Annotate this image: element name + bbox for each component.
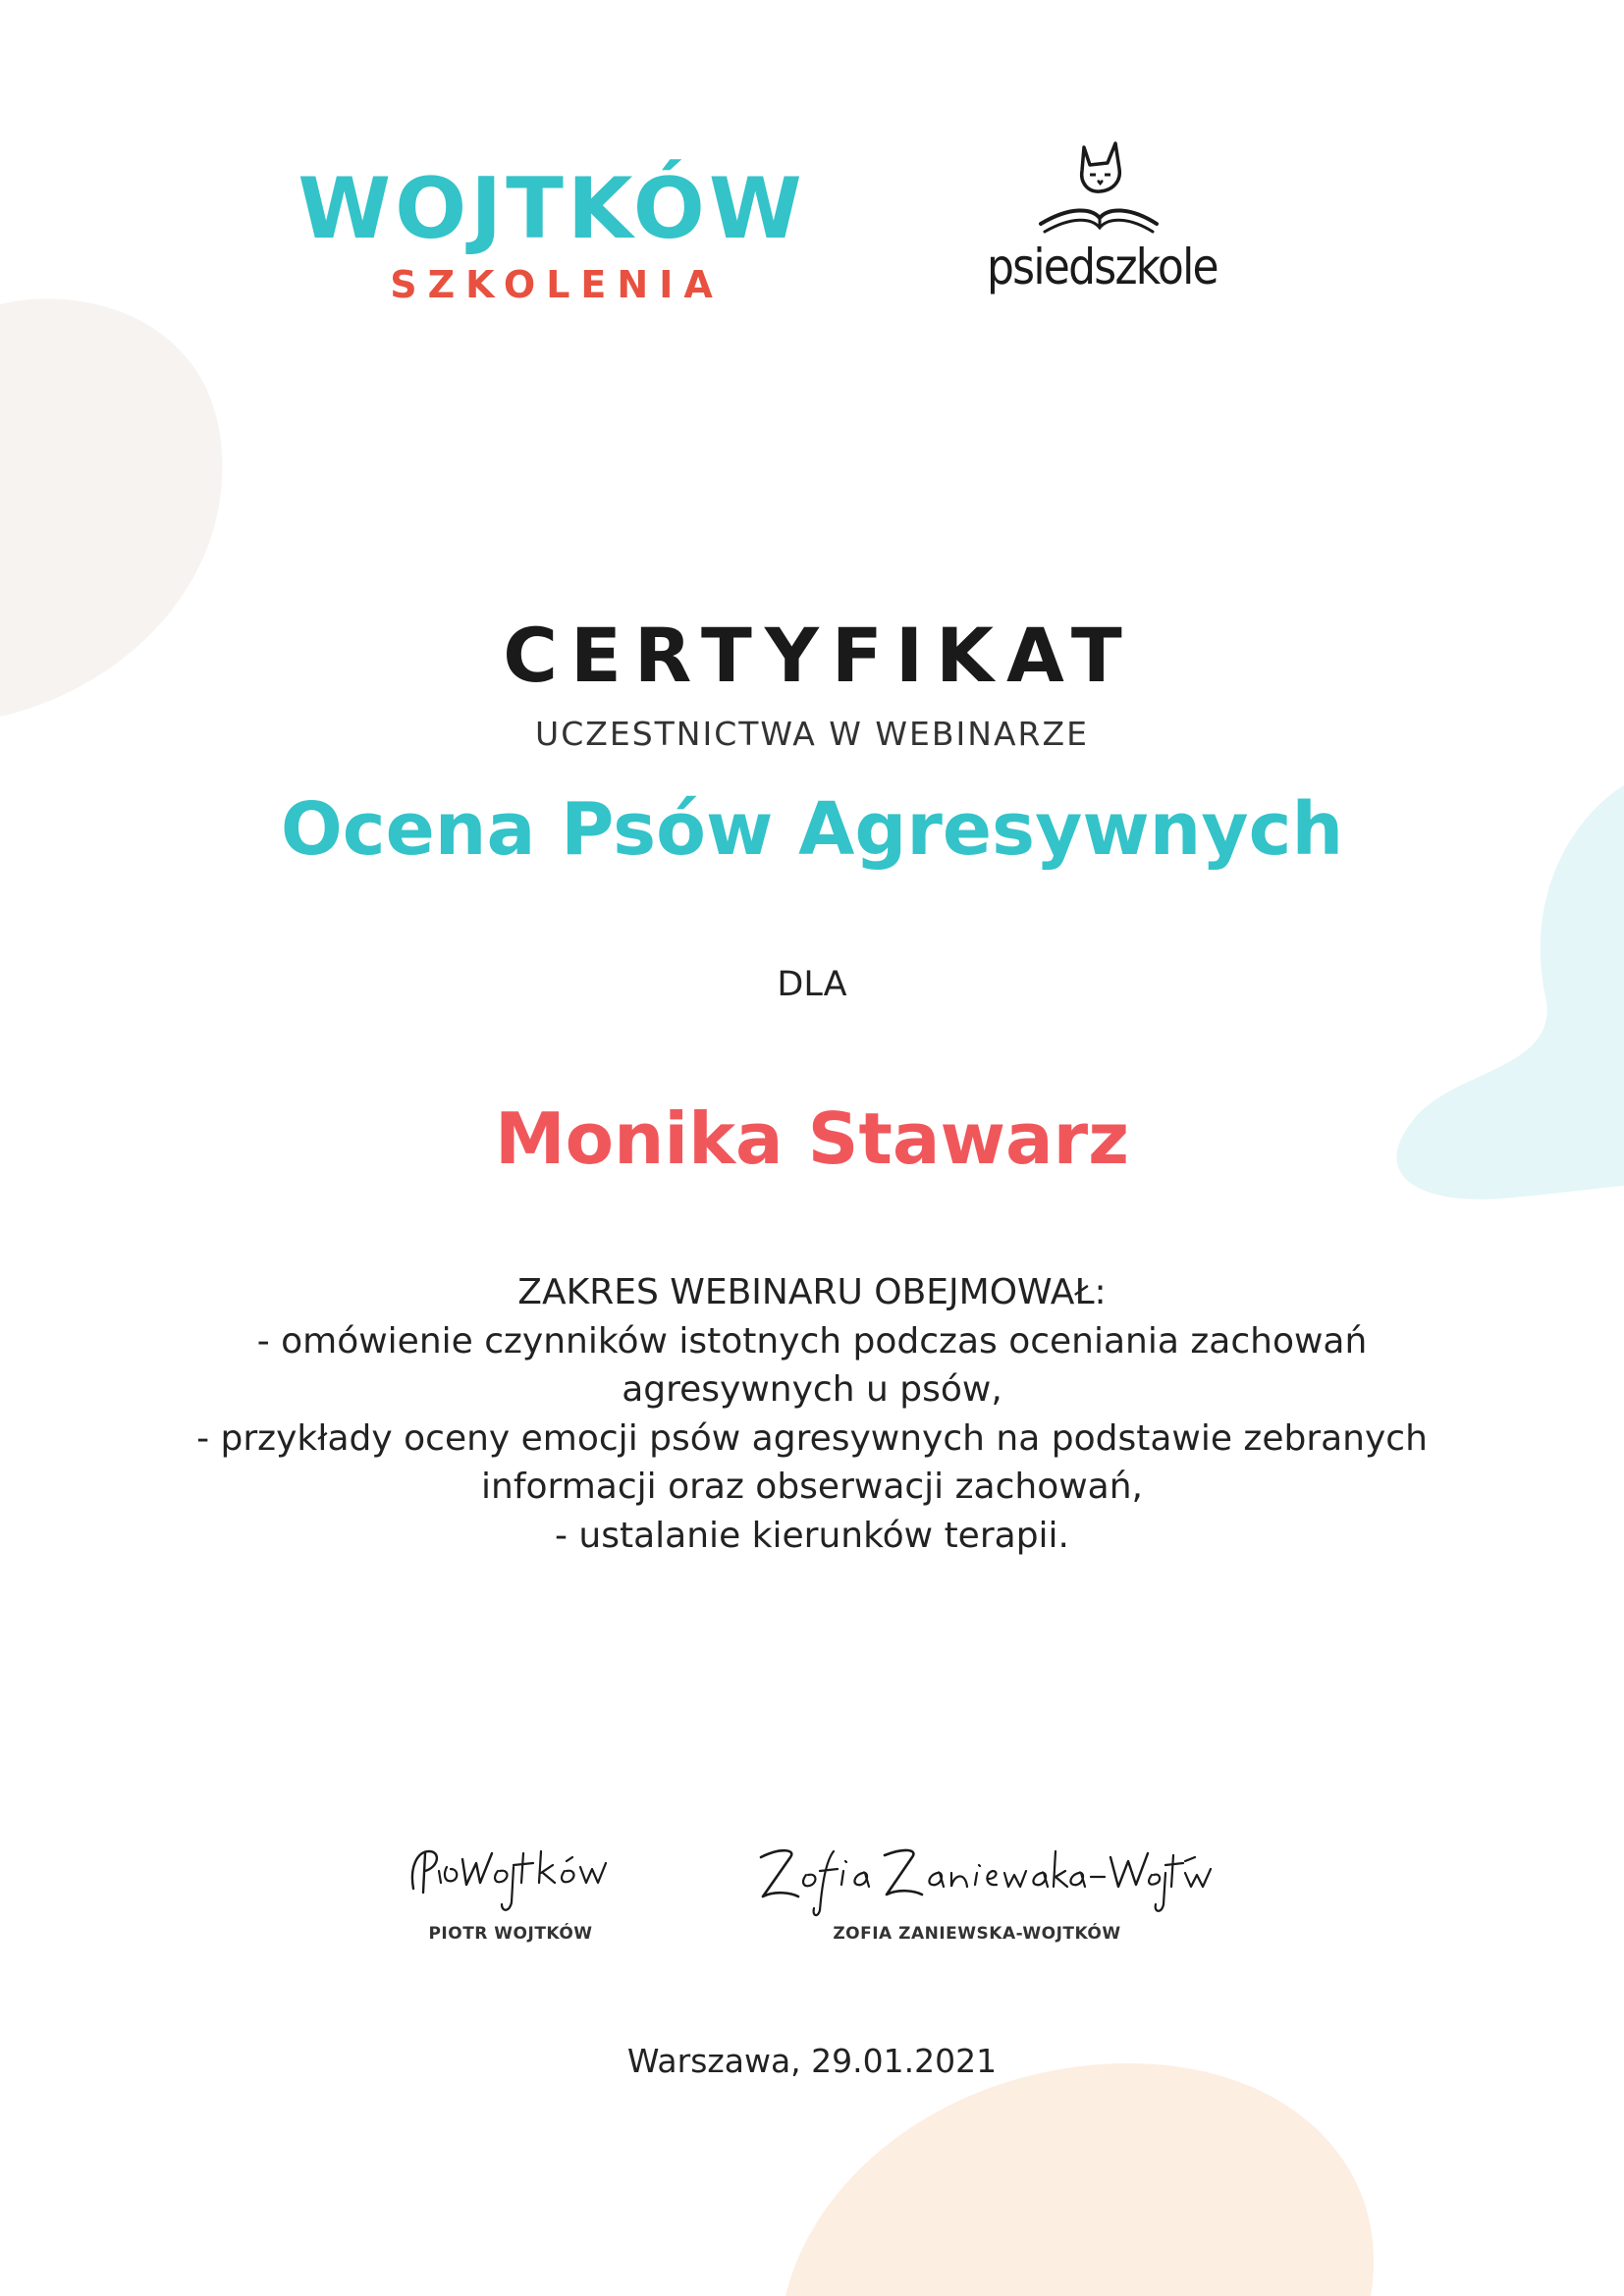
wojtkow-szkolenia-logo: [291, 160, 813, 306]
certificate-title: CERTYFIKAT: [503, 612, 1135, 699]
wojtkow-logo-brand: WOJTKÓW: [298, 160, 806, 258]
cat-reading-book-icon: [1031, 137, 1159, 240]
for-label: DLA: [777, 965, 847, 1004]
signature-block-piotr: [393, 1832, 628, 1944]
wojtkow-logo-subtitle: SZKOLENIA: [390, 263, 724, 306]
signature-name-piotr: PIOTR WOJTKÓW: [428, 1924, 593, 1944]
signature-block-zofia: [736, 1832, 1218, 1944]
place-and-date: Warszawa, 29.01.2021: [626, 2042, 998, 2080]
signature-name-zofia: ZOFIA ZANIEWSKA-WOJTKÓW: [833, 1924, 1121, 1944]
recipient-name: Monika Stawarz: [495, 1097, 1129, 1180]
psiedszkole-logo-text: psiedszkole: [987, 239, 1218, 295]
handwritten-signature-piotr: [398, 1832, 623, 1920]
webinar-title: Ocena Psów Agresywnych: [280, 787, 1344, 872]
psiedszkole-logo: [972, 137, 1218, 294]
certificate-subtitle: UCZESTNICTWA W WEBINARZE: [535, 715, 1089, 753]
handwritten-signature-zofia: [741, 1832, 1213, 1920]
webinar-scope-text: ZAKRES WEBINARU OBEJMOWAŁ: - omówienie czynników istotnych podczas oceniania zachowań agresywnych u psów, - przykłady oceny emocji psów agresywnych na podstawie zebranych informacji oraz obserwacji zachowań, - ustalanie kierunków terapii.: [196, 1272, 1428, 1556]
